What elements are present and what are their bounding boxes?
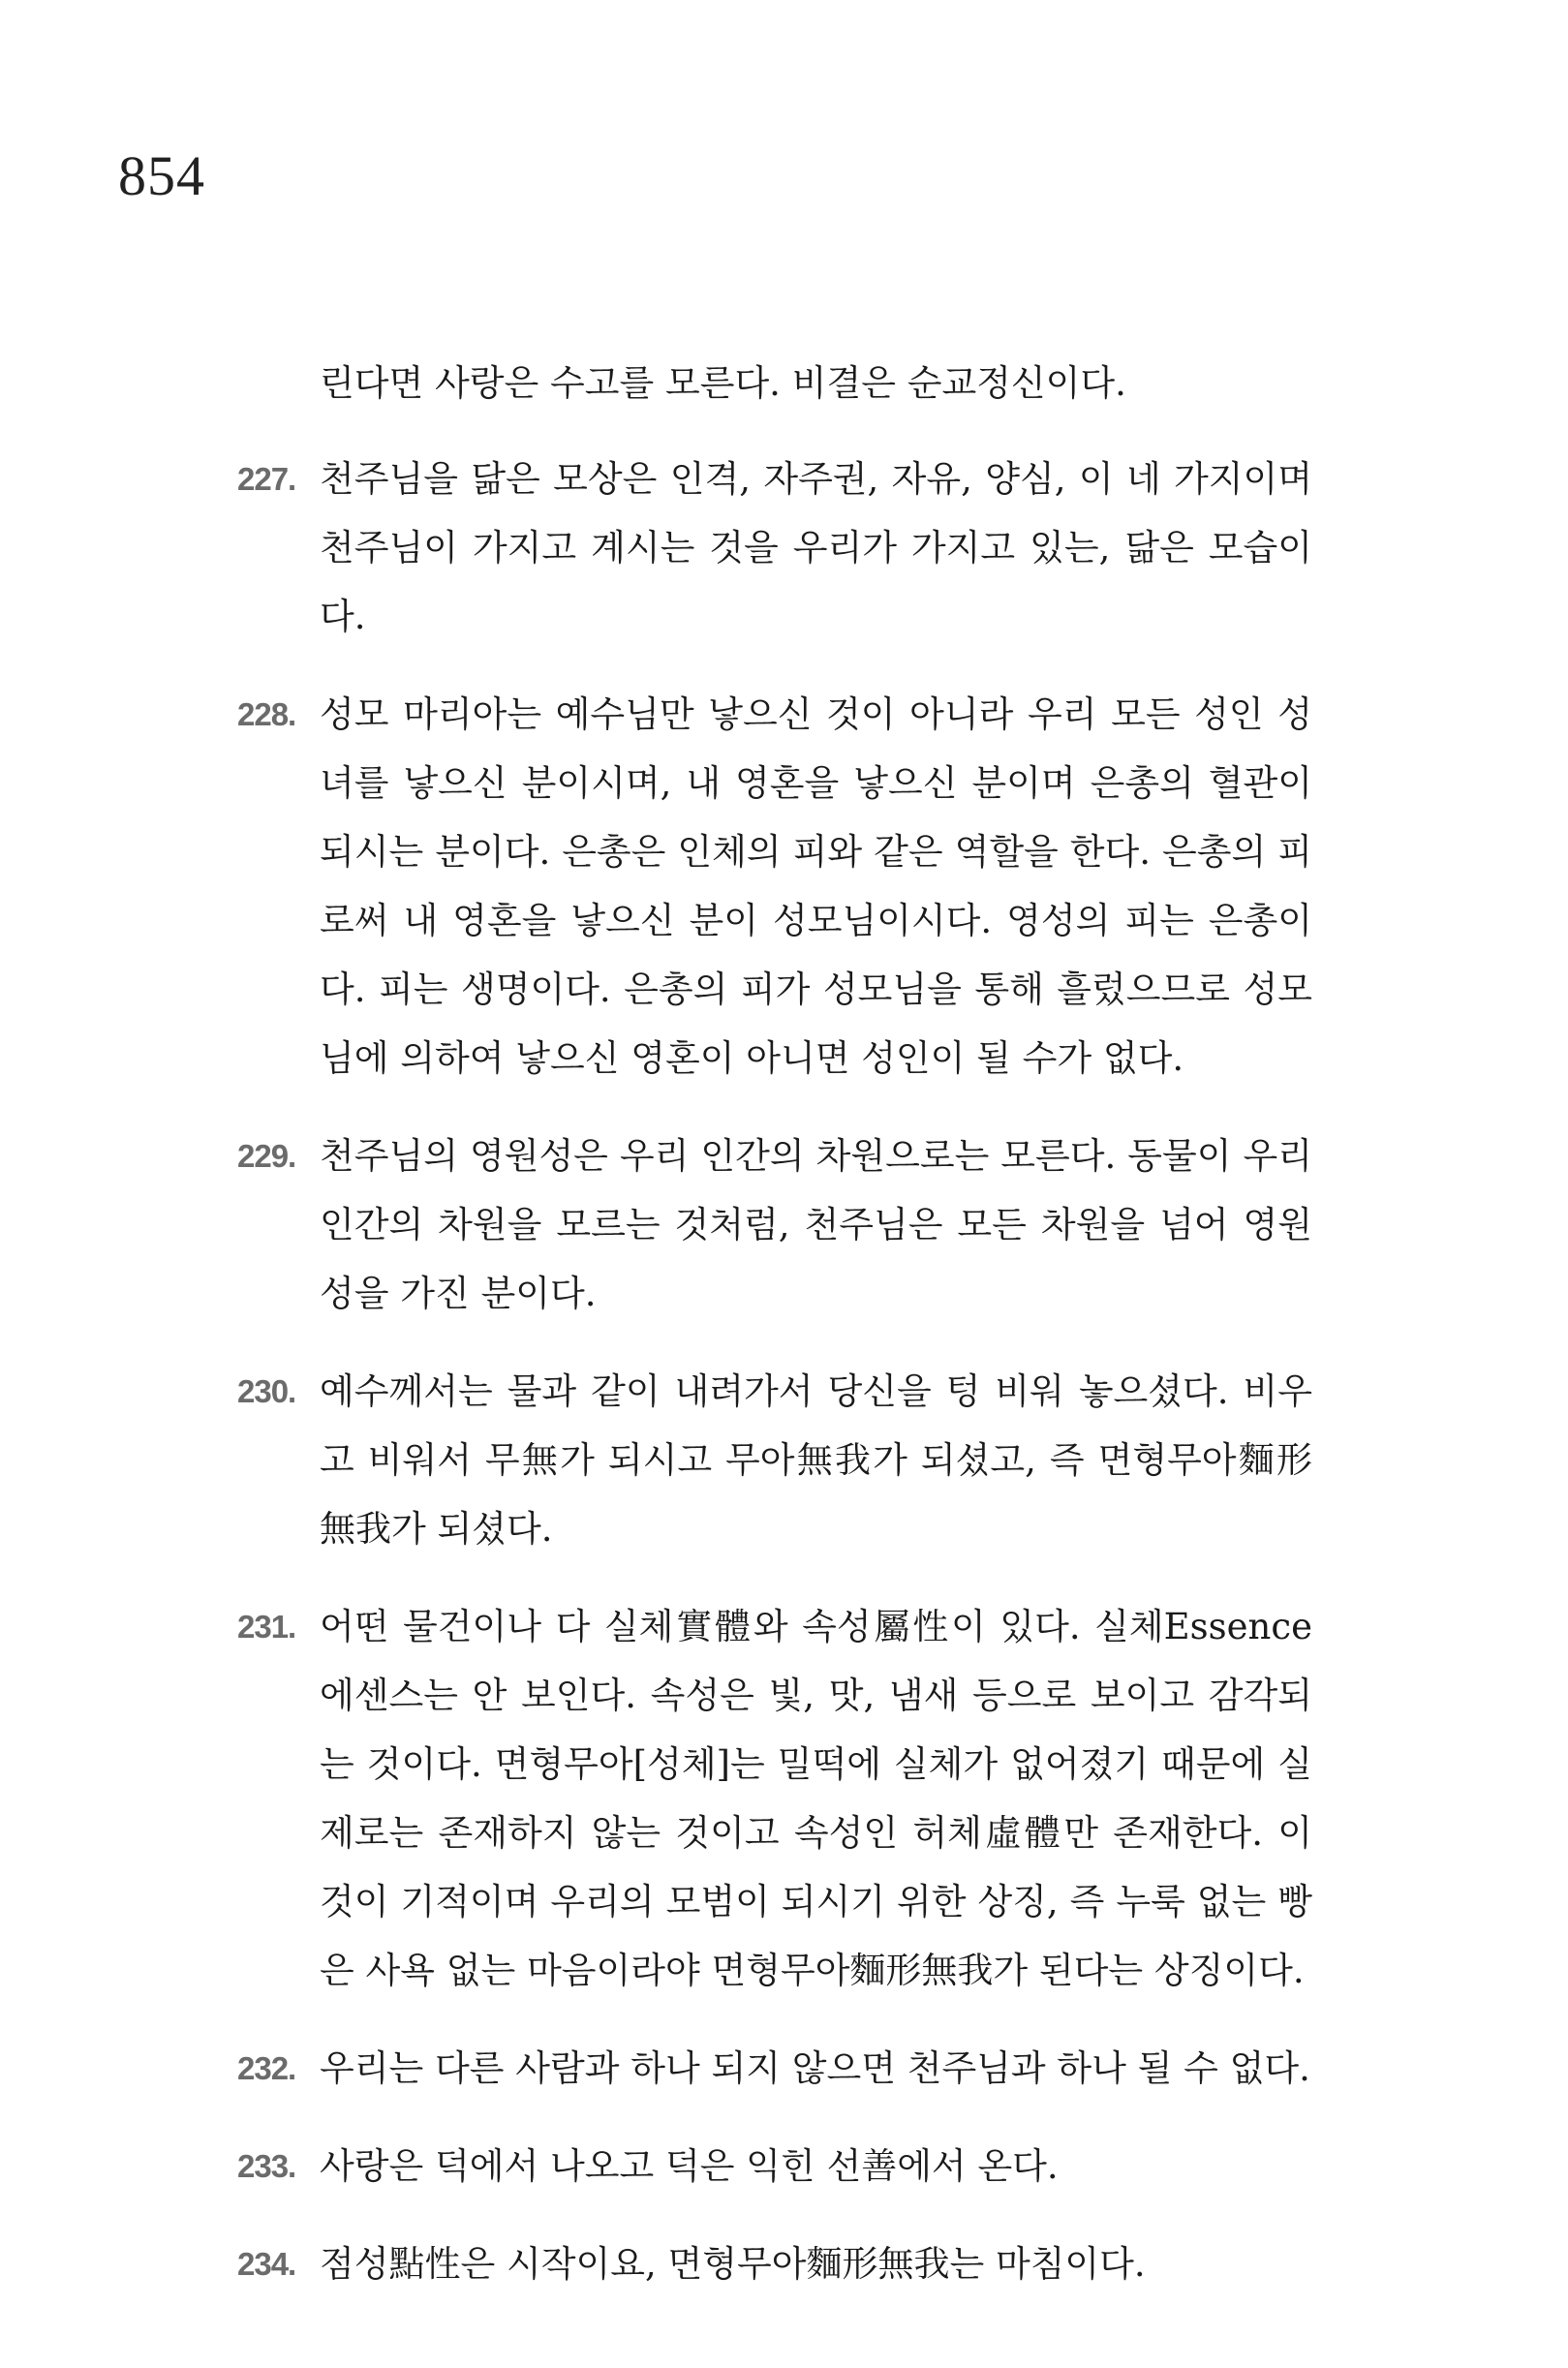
entry-text: 천주님을 닮은 모상은 인격, 자주권, 자유, 양심, 이 네 가지이며 천주님이 가지고 계시는 것을 우리가 가지고 있는, 닮은 모습이다. xyxy=(320,458,1312,637)
entry-229 xyxy=(237,1122,1312,1328)
entry-232 xyxy=(237,2034,1312,2103)
page-content xyxy=(237,349,1312,2327)
entry-234 xyxy=(237,2230,1312,2298)
entry-number: 233. xyxy=(237,2148,296,2184)
entry-number: 231. xyxy=(237,1609,296,1645)
entry-number: 229. xyxy=(237,1138,296,1174)
entry-number: 230. xyxy=(237,1373,296,1409)
entry-number: 228. xyxy=(237,696,296,732)
entry-text: 천주님의 영원성은 우리 인간의 차원으로는 모른다. 동물이 우리 인간의 차원을 모르는 것처럼, 천주님은 모든 차원을 넘어 영원성을 가진 분이다. xyxy=(320,1135,1312,1314)
entry-231 xyxy=(237,1592,1312,2005)
entry-text: 예수께서는 물과 같이 내려가서 당신을 텅 비워 놓으셨다. 비우고 비워서 무無가 되시고 무아無我가 되셨고, 즉 면형무아麵形無我가 되셨다. xyxy=(320,1370,1312,1550)
entry-text: 점성點性은 시작이요, 면형무아麵形無我는 마침이다. xyxy=(320,2243,1146,2285)
entry-text: 어떤 물건이나 다 실체實體와 속성屬性이 있다. 실체Essence에센스는 안 보인다. 속성은 빛, 맛, 냄새 등으로 보이고 감각되는 것이다. 면형무아[성체]는 밀떡에 실체가 없어졌기 때문에 실제로는 존재하지 않는 것이고 속성인 허체虛體만 존재한다. 이것이 기적이며 우리의 모범이 되시기 위한 상징, 즉 누룩 없는 빵은 사욕 없는 마음이라야 면형무아麵形無我가 된다는 상징이다. xyxy=(320,1606,1312,1991)
entry-227 xyxy=(237,445,1312,651)
entry-text: 성모 마리아는 예수님만 낳으신 것이 아니라 우리 모든 성인 성녀를 낳으신 분이시며, 내 영혼을 낳으신 분이며 은총의 혈관이 되시는 분이다. 은총은 인체의 피와 같은 역할을 한다. 은총의 피로써 내 영혼을 낳으신 분이 성모님이시다. 영성의 피는 은총이다. 피는 생명이다. 은총의 피가 성모님을 통해 흘렀으므로 성모님에 의하여 낳으신 영혼이 아니면 성인이 될 수가 없다. xyxy=(320,693,1312,1079)
entry-number: 234. xyxy=(237,2246,296,2282)
entry-text: 사랑은 덕에서 나오고 덕은 익힌 선善에서 온다. xyxy=(320,2145,1059,2187)
continued-paragraph: 린다면 사랑은 수고를 모른다. 비결은 순교정신이다. xyxy=(320,362,1126,404)
page-number: 854 xyxy=(118,144,205,207)
entry-text: 우리는 다른 사람과 하나 되지 않으면 천주님과 하나 될 수 없다. xyxy=(320,2047,1310,2089)
entry-number: 227. xyxy=(237,461,296,497)
entry-228 xyxy=(237,680,1312,1092)
entry-233 xyxy=(237,2132,1312,2200)
entry-number: 232. xyxy=(237,2050,296,2086)
entry-230 xyxy=(237,1357,1312,1563)
